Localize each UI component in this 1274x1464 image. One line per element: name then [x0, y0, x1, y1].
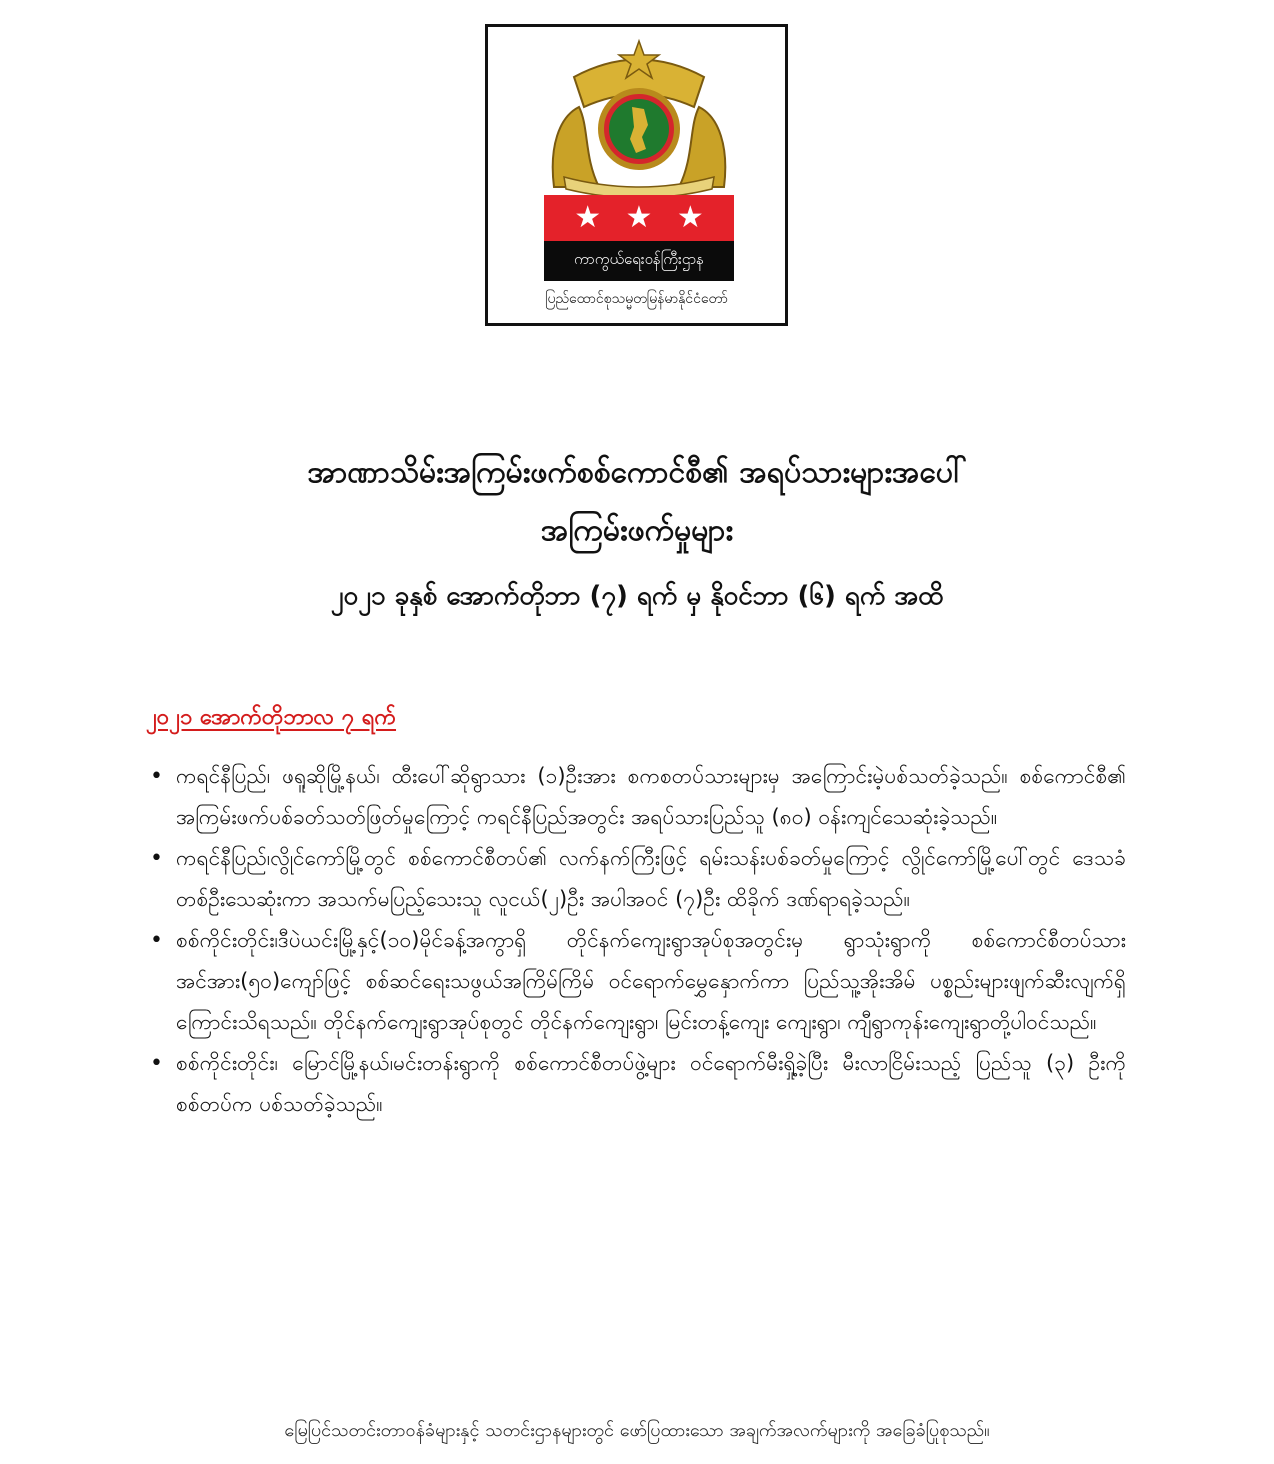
star-icon: ★	[676, 200, 704, 235]
flag-red-band	[544, 195, 734, 241]
state-emblem-icon	[544, 37, 734, 197]
section-date-heading: ၂၀၂၁ အောက်တိုဘာလ ၇ ရက်	[146, 705, 397, 730]
star-icon: ★	[625, 200, 653, 235]
list-item: • စစ်ကိုင်းတိုင်း၊ မြောင်မြို့နယ်၊မင်းတန်းရွာကို စစ်ကောင်စီတပ်ဖွဲ့များ ဝင်ရောက်မီးရှို့ခဲ့ပြီး မီးလာငြိမ်းသည့် ပြည်သူ (၃) ဦးကို စစ်တပ်က ပစ်သတ်ခဲ့သည်။	[146, 1043, 1126, 1125]
list-item: • စစ်ကိုင်းတိုင်း၊ဒီပဲယင်းမြို့နှင့်(၁၀)မိုင်ခန့်အကွာရှိ တိုင်နက်ကျေးရွာအုပ်စုအတွင်းမှ ရွာသုံးရွာကို စစ်ကောင်စီတပ်သားအင်အား(၅၀)ကျော်ဖြင့် စစ်ဆင်ရေးသဖွယ်အကြိမ်ကြိမ် ဝင်ရောက်မွှေနှောက်ကာ ပြည်သူ့အိုးအိမ် ပစ္စည်းများဖျက်ဆီးလျက်ရှိကြောင်းသိရသည်။ တိုင်နက်ကျေးရွာအုပ်စုတွင် တိုင်နက်ကျေးရွာ၊ မြင်းတန့်ကျေး ကျေးရွာ၊ ကျီရွာကုန်းကျေးရွာတို့ပါဝင်သည်။	[146, 920, 1126, 1043]
list-item: • ကရင်နီပြည်၊လွိုင်ကော်မြို့တွင် စစ်ကောင်စီတပ်၏ လက်နက်ကြီးဖြင့် ရမ်းသန်းပစ်ခတ်မှုကြောင့် လွိုင်ကော်မြို့ပေါ်တွင် ဒေသခံတစ်ဦးသေဆုံးကာ အသက်မပြည့်သေးသူ လူငယ်(၂)ဦး အပါအဝင် (၇)ဦး ထိခိုက် ဒဏ်ရာရခဲ့သည်။	[146, 838, 1126, 920]
list-item: • ကရင်နီပြည်၊ ဖရူဆိုမြို့နယ်၊ ထီးပေါ်ဆိုရွာသား (၁)ဦးအား စကစတပ်သားများမှ အကြောင်းမဲ့ပစ်သတ်ခဲ့သည်။ စစ်ကောင်စီ၏ အကြမ်းဖက်ပစ်ခတ်သတ်ဖြတ်မှုကြောင့် ကရင်နီပြည်အတွင်း အရပ်သားပြည်သူ (၈၀) ဝန်းကျင်သေဆုံးခဲ့သည်။	[146, 756, 1126, 838]
ministry-logo	[485, 24, 788, 326]
page-title-line-1: အာဏာသိမ်းအကြမ်းဖက်စစ်ကောင်စီ၏ အရပ်သားများအပေါ်	[307, 455, 967, 490]
incident-list	[146, 756, 1126, 1125]
date-range-subtitle: ၂၀၂၁ ခုနှစ် အောက်တိုဘာ (၇) ရက် မှ နိုဝင်ဘာ (၆) ရက် အထိ	[330, 581, 944, 611]
page-title-line-2: အကြမ်းဖက်မှုများ	[540, 513, 734, 548]
ministry-banner: ကာကွယ်ရေးဝန်ကြီးဌာန	[544, 241, 734, 281]
logo-caption: ပြည်ထောင်စုသမ္မတမြန်မာနိုင်ငံတော်	[545, 291, 728, 307]
source-footnote: မြေပြင်သတင်းတာဝန်ခံများနှင့် သတင်းဌာနများတွင် ဖော်ပြထားသော အချက်အလက်များကို အခြေခံပြုစုသည်။	[284, 1420, 990, 1441]
star-icon: ★	[574, 200, 602, 235]
